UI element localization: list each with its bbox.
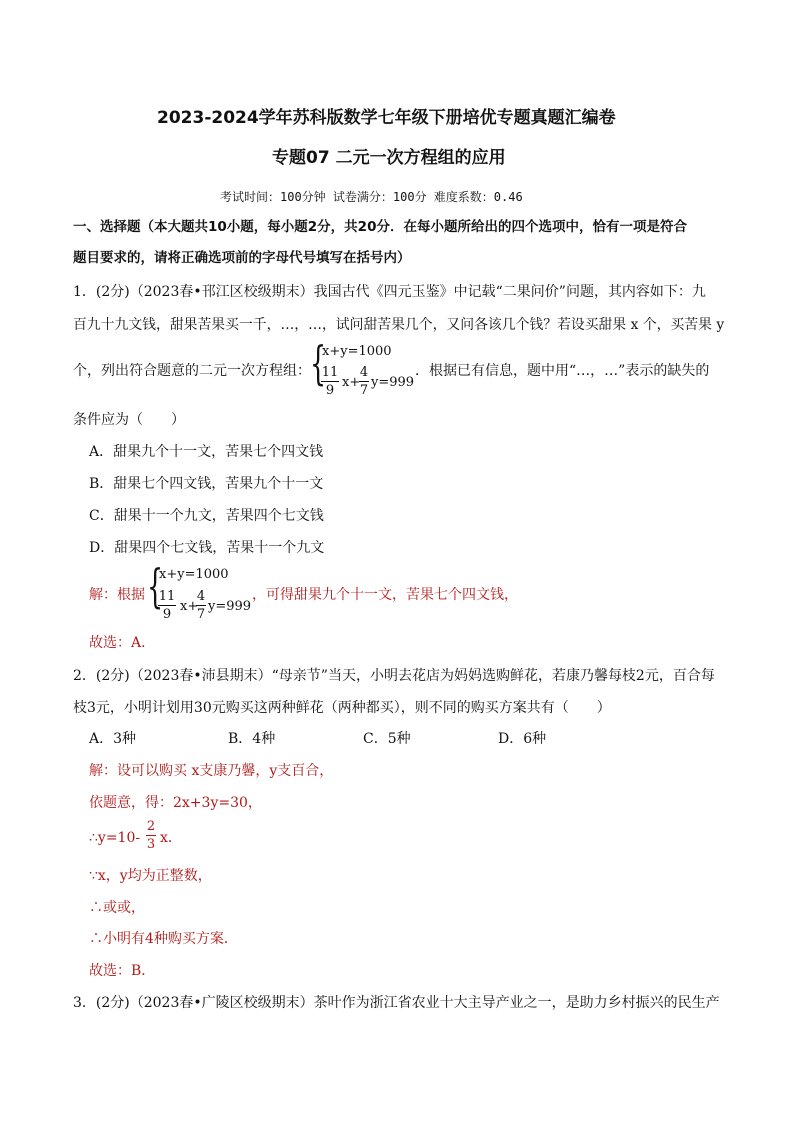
q2-solution-6: ∴小明有4种购买方案． [89,931,238,947]
document-title: 2023-2024学年苏科版数学七年级下册培优专题真题汇编卷 [157,108,616,128]
q1-line1: 1．(2分)（2023春•邗江区校级期末）我国古代《四元玉鉴》中记载“二果问价”问题，其内容如下：九 [73,284,706,300]
q1-solution-frac-a-num: 11 [158,589,176,604]
q1-frac-b-num: 4 [359,365,369,380]
q1-solution-eq1: x+y=1000 [159,567,229,582]
q2-solution-frac-den: 3 [146,837,156,852]
q1-line2: 百九十九文钱，甜果苦果买一千，…，…，试问甜苦果几个，又问各该几个钱？若设买甜果 x 个，买苦果 y [73,317,725,333]
q2-option-a: A．3种 [89,731,137,747]
q2-solution-3-post: x． [160,830,182,846]
q2-option-d: D．6种 [498,731,547,747]
q2-answer: 故选：B． [89,963,156,979]
q2-line2: 枝3元，小明计划用30元购买这两种鲜花（两种都买），则不同的购买方案共有（ ） [73,700,611,716]
q1-frac-b [359,366,369,397]
q1-solution-frac-b-num: 4 [196,589,206,604]
q1-eq1: x+y=1000 [322,344,392,359]
document-subtitle: 专题07 二元一次方程组的应用 [272,148,506,168]
exam-info: 考试时间：100分钟 试卷满分：100分 难度系数：0.46 [220,190,523,204]
q1-answer [89,636,155,650]
q2-option-c: C．5种 [363,731,411,747]
q1-solution-frac-a-den: 9 [162,607,172,622]
section-header-line2: 题目要求的，请将正确选项前的字母代号填写在括号内） [73,250,411,266]
q1-solution-post: ，可得甜果九个十一文，苦果七个四文钱， [252,587,518,603]
q2-solution-5: ∴或或， [89,900,145,916]
q1-eq2-x: x+ [342,375,361,390]
q1-line4: 条件应为（ ） [73,412,185,428]
q1-option-b: B．甜果七个四文钱，苦果九个十一文 [89,476,324,492]
q1-solution-frac-b [196,590,206,621]
q1-frac-a [321,366,339,397]
q2-solution-1: 解：设可以购买 x支康乃馨，y支百合， [89,763,334,779]
q1-solution-eq2-y: y=999 [208,599,252,614]
q1-answer-text: 故选：A． [89,635,156,651]
q1-option-d: D．甜果四个七文钱，苦果十一个九文 [89,540,325,556]
q2-solution-3-pre: ∴y=10- [89,830,141,846]
q2-option-b: B．4种 [228,731,276,747]
q2-solution-4: ∵x，y均为正整数， [89,868,212,884]
q2-solution-frac [146,820,156,851]
q1-frac-a-den: 9 [325,383,335,398]
q2-solution-2: 依题意，得：2x+3y=30， [89,795,262,811]
q1-brace: { [310,336,327,390]
q1-line3-post: ．根据已有信息，题中用“…，…”表示的缺失的 [415,363,710,379]
q1-solution-frac-a [158,590,176,621]
q1-solution-brace: { [147,559,164,613]
q1-solution-pre: 解：根据 [89,587,145,603]
section-header-line1: 一、选择题（本大题共10小题，每小题2分，共20分．在每小题所给出的四个选项中，恰有一项是符合 [73,219,687,235]
q1-eq2-y: y=999 [371,375,415,390]
q1-line3-pre: 个，列出符合题意的二元一次方程组： [73,363,311,379]
q1-option-a: A．甜果九个十一文，苦果七个四文钱 [89,444,324,460]
q3-line1: 3．(2分)（2023春•广陵区校级期末）茶叶作为浙江省农业十大主导产业之一，是助力乡村振兴的民生产 [73,995,720,1011]
q2-line1: 2．(2分)（2023春•沛县期末）“母亲节”当天，小明去花店为妈妈选购鲜花，若康乃馨每枝2元，百合每 [73,668,715,684]
q1-frac-a-num: 11 [321,365,339,380]
q1-frac-b-den: 7 [359,383,369,398]
q1-solution-frac-b-den: 7 [196,607,206,622]
q1-solution-eq2-x: x+ [180,599,199,614]
q2-solution-frac-num: 2 [146,819,156,834]
q1-option-c: C．甜果十一个九文，苦果四个七文钱 [89,508,324,524]
